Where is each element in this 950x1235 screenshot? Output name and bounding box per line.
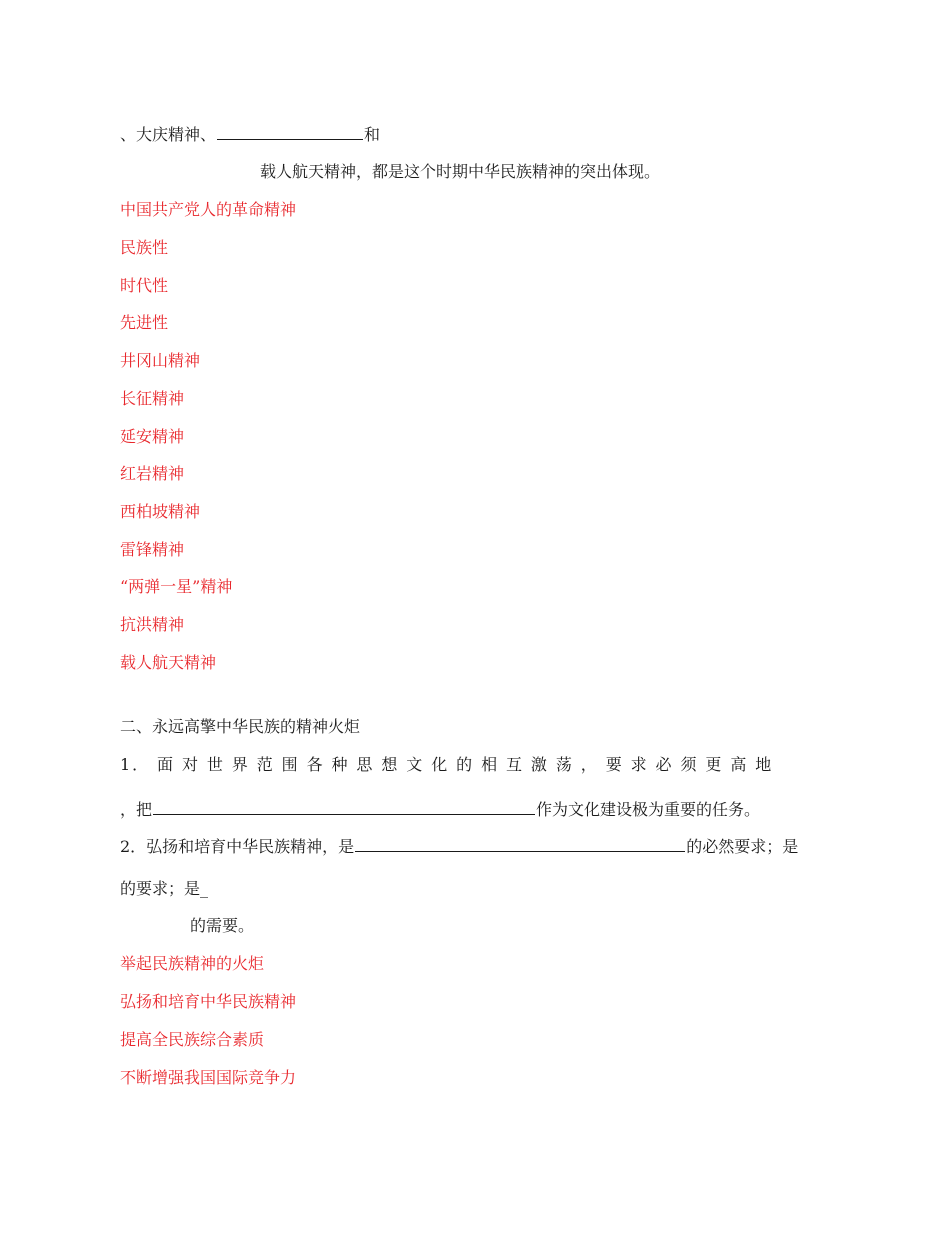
answer-item: “两弹一星”精神 (120, 577, 233, 596)
intro-line-1-prefix: 、大庆精神、 (120, 125, 217, 144)
question-1-prefix: ，把 (120, 800, 153, 819)
answer-item: 延安精神 (120, 427, 185, 446)
question-2-suffix: 的必然要求；是 (686, 837, 799, 856)
intro-line-2: 载人航天精神，都是这个时期中华民族精神的突出体现。 (260, 162, 661, 181)
answer-item: 弘扬和培育中华民族精神 (120, 992, 297, 1011)
blank-1 (217, 124, 363, 140)
answer-item: 井冈山精神 (120, 351, 201, 370)
question-2-line-1 (120, 836, 798, 857)
answer-item: 民族性 (120, 238, 169, 257)
section-heading: 二、永远高擎中华民族的精神火炬 (120, 717, 361, 736)
question-2-line-2: 的要求；是_ (120, 879, 209, 898)
question-1-line-1: 1． 面 对 世 界 范 围 各 种 思 想 文 化 的 相 互 激 荡 ， 要 求 必 须 更 高 地 (120, 755, 774, 774)
answer-item: 红岩精神 (120, 464, 185, 483)
answer-item: 中国共产党人的革命精神 (120, 200, 297, 219)
question-2-line-3: 的需要。 (190, 916, 255, 935)
question-2-prefix: 2．弘扬和培育中华民族精神，是 (120, 837, 355, 856)
answer-item: 先进性 (120, 313, 169, 332)
question-1-suffix: 作为文化建设极为重要的任务。 (536, 800, 761, 819)
blank-2 (153, 799, 535, 815)
answer-item: 载人航天精神 (120, 653, 217, 672)
answer-item: 举起民族精神的火炬 (120, 954, 265, 973)
question-1-line-2 (120, 799, 760, 820)
answer-item: 雷锋精神 (120, 540, 185, 559)
blank-3 (355, 836, 685, 852)
answer-item: 抗洪精神 (120, 615, 185, 634)
intro-line-1 (120, 124, 380, 145)
answer-item: 长征精神 (120, 389, 185, 408)
answer-item: 不断增强我国国际竞争力 (120, 1068, 297, 1087)
answer-item: 时代性 (120, 276, 169, 295)
answer-item: 提高全民族综合素质 (120, 1030, 265, 1049)
answer-item: 西柏坡精神 (120, 502, 201, 521)
intro-line-1-suffix: 和 (364, 125, 381, 144)
